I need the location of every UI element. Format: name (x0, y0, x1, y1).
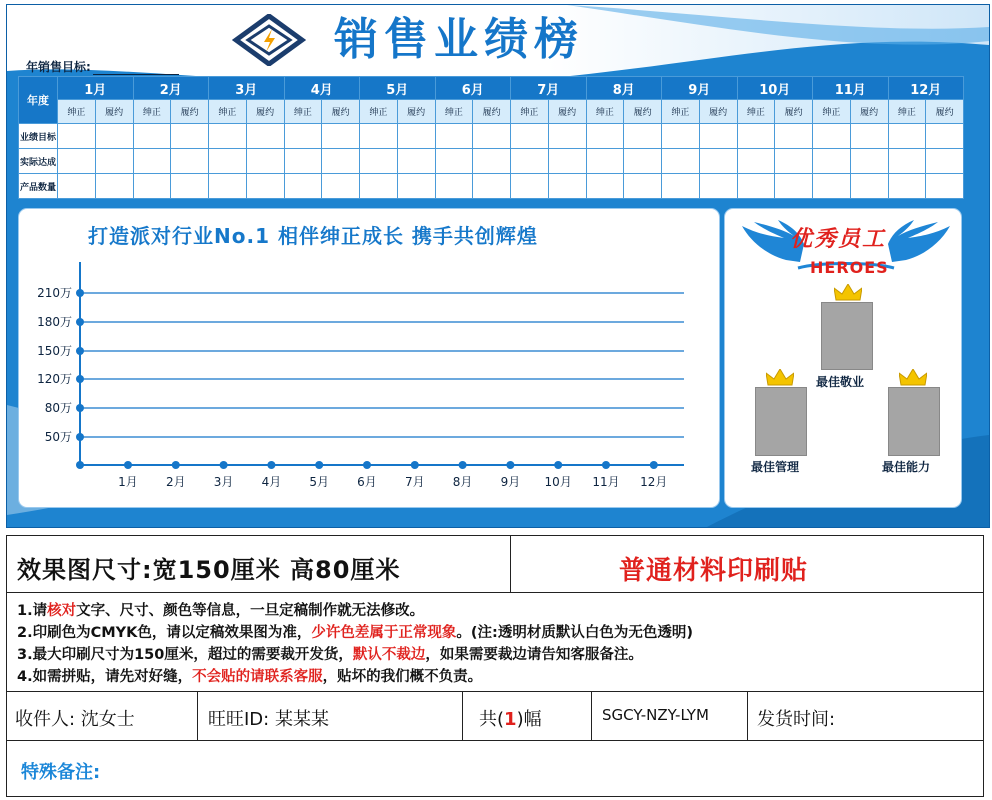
sub-header: 绅正 (133, 100, 171, 124)
table-cell[interactable] (58, 124, 96, 149)
table-cell[interactable] (95, 174, 133, 199)
table-cell[interactable] (171, 124, 209, 149)
chart-slogan: 打造派对行业No.1 相伴绅正成长 携手共创辉煌 (88, 224, 538, 248)
month-header: 4月 (284, 77, 360, 100)
sub-header: 绅正 (586, 100, 624, 124)
table-cell[interactable] (209, 174, 247, 199)
recipient-cell (7, 692, 198, 740)
y-tick-label: 180万 (37, 315, 72, 329)
annual-target-label: 年销售目标: (26, 60, 91, 74)
board-title: 销售业绩榜 (334, 14, 584, 65)
x-tick-dot (172, 461, 180, 469)
award-best-management: 最佳管理 (751, 460, 800, 474)
month-header: 5月 (360, 77, 436, 100)
table-cell[interactable] (397, 174, 435, 199)
note-text: 。(注:透明材质默认白色为无色透明) (456, 625, 693, 641)
table-cell[interactable] (511, 174, 549, 199)
table-cell[interactable] (850, 149, 888, 174)
table-cell[interactable] (624, 174, 662, 199)
table-cell[interactable] (737, 174, 775, 199)
table-cell[interactable] (322, 174, 360, 199)
table-cell[interactable] (284, 124, 322, 149)
table-cell[interactable] (397, 124, 435, 149)
note-highlight: 核对 (47, 603, 77, 619)
note-text: 文字、尺寸、颜色等信息，一旦定稿制作就无法修改。 (76, 603, 425, 619)
sub-header: 履约 (926, 100, 964, 124)
table-cell[interactable] (209, 124, 247, 149)
month-header: 6月 (435, 77, 511, 100)
table-cell[interactable] (548, 149, 586, 174)
table-cell[interactable] (813, 174, 851, 199)
product-code: SGCY-NZY-LYM (602, 706, 709, 724)
x-tick-label: 12月 (640, 475, 668, 489)
table-cell[interactable] (58, 174, 96, 199)
note-text: ，贴坏的我们概不负责。 (322, 669, 483, 685)
table-cell[interactable] (926, 149, 964, 174)
table-cell[interactable] (586, 124, 624, 149)
note-line (17, 643, 643, 664)
sales-table (18, 76, 964, 199)
y-tick-dot (76, 289, 84, 297)
table-cell[interactable] (624, 149, 662, 174)
month-header: 9月 (662, 77, 738, 100)
table-cell[interactable] (737, 124, 775, 149)
sub-header: 绅正 (511, 100, 549, 124)
row-label: 业绩目标 (19, 124, 58, 149)
month-header: 2月 (133, 77, 209, 100)
table-cell[interactable] (813, 124, 851, 149)
sub-header: 履约 (699, 100, 737, 124)
sub-header: 履约 (548, 100, 586, 124)
table-cell[interactable] (58, 149, 96, 174)
x-tick-label: 1月 (118, 475, 138, 489)
table-row (19, 174, 964, 199)
recipient: 收件人: 沈女士 (15, 709, 135, 730)
table-cell[interactable] (284, 174, 322, 199)
sub-header: 绅正 (662, 100, 700, 124)
podium-best-dedication (821, 302, 873, 370)
y-tick-label: 150万 (37, 344, 72, 358)
notes-section (7, 593, 983, 692)
table-cell[interactable] (624, 124, 662, 149)
podium-best-management (755, 387, 807, 456)
heroes-title-cn: 优秀员工 (790, 226, 887, 252)
y-tick-label: 80万 (44, 401, 72, 415)
table-row (19, 149, 964, 174)
table-cell[interactable] (171, 174, 209, 199)
table-cell[interactable] (850, 124, 888, 149)
x-tick-dot (315, 461, 323, 469)
x-tick-dot (602, 461, 610, 469)
x-tick-label: 3月 (213, 475, 234, 489)
table-cell[interactable] (662, 149, 700, 174)
crown-icon (834, 284, 862, 302)
y-tick-dot (76, 347, 84, 355)
y-tick-dot (76, 433, 84, 441)
note-text: 1.请 (17, 603, 48, 619)
note-text: 4.如需拼贴，请先对好缝， (17, 669, 193, 685)
sub-header: 绅正 (435, 100, 473, 124)
x-tick-label: 10月 (544, 475, 572, 489)
table-cell[interactable] (699, 149, 737, 174)
year-header: 年度 (19, 77, 58, 124)
sub-header: 绅正 (737, 100, 775, 124)
material-type: 普通材料印刷贴 (619, 556, 809, 586)
x-tick-dot (411, 461, 419, 469)
table-cell[interactable] (511, 124, 549, 149)
x-tick-label: 2月 (165, 475, 186, 489)
table-cell[interactable] (133, 149, 171, 174)
table-cell[interactable] (926, 174, 964, 199)
x-tick-label: 11月 (592, 475, 620, 489)
month-header: 8月 (586, 77, 662, 100)
table-cell[interactable] (435, 174, 473, 199)
table-cell[interactable] (850, 174, 888, 199)
row-label: 产品数量 (19, 174, 58, 199)
count-prefix: 共( (479, 709, 505, 730)
code-cell (592, 692, 748, 740)
table-cell[interactable] (775, 124, 813, 149)
note-highlight: 不会贴的请联系客服 (192, 669, 323, 685)
sub-header: 绅正 (284, 100, 322, 124)
y-tick-dot (76, 318, 84, 326)
x-tick-dot (650, 461, 658, 469)
count-suffix: )幅 (516, 709, 542, 730)
y-tick-label: 120万 (37, 372, 72, 386)
note-line (17, 665, 482, 686)
sub-header: 履约 (95, 100, 133, 124)
x-tick-dot (267, 461, 275, 469)
table-cell[interactable] (548, 124, 586, 149)
x-tick-dot (124, 461, 132, 469)
table-cell[interactable] (397, 149, 435, 174)
sheet-count (479, 705, 542, 731)
table-cell[interactable] (360, 149, 398, 174)
x-tick-label: 6月 (357, 475, 377, 489)
sub-header: 绅正 (360, 100, 398, 124)
x-tick-dot (506, 461, 514, 469)
sub-header: 履约 (850, 100, 888, 124)
size-cell (7, 536, 511, 592)
table-cell[interactable] (95, 124, 133, 149)
sub-header: 绅正 (813, 100, 851, 124)
sub-header: 履约 (397, 100, 435, 124)
table-cell[interactable] (360, 174, 398, 199)
table-cell[interactable] (133, 174, 171, 199)
month-header: 1月 (58, 77, 134, 100)
table-cell[interactable] (737, 149, 775, 174)
table-cell[interactable] (586, 149, 624, 174)
sub-header: 履约 (322, 100, 360, 124)
ship-time: 发货时间: (757, 709, 836, 730)
table-cell[interactable] (95, 149, 133, 174)
sales-chart (18, 250, 708, 500)
order-info-table (6, 535, 984, 797)
x-tick-dot (554, 461, 562, 469)
shipping-row (7, 692, 983, 741)
table-cell[interactable] (662, 124, 700, 149)
note-highlight: 少许色差属于正常现象 (311, 625, 457, 641)
sub-header: 绅正 (209, 100, 247, 124)
table-cell[interactable] (322, 124, 360, 149)
table-cell[interactable] (473, 149, 511, 174)
table-cell[interactable] (775, 149, 813, 174)
size-material-row (7, 536, 983, 593)
x-tick-dot (363, 461, 371, 469)
table-cell[interactable] (473, 124, 511, 149)
company-logo (232, 14, 306, 66)
month-header: 11月 (813, 77, 889, 100)
table-cell[interactable] (775, 174, 813, 199)
award-best-ability: 最佳能力 (882, 460, 931, 474)
table-cell[interactable] (813, 149, 851, 174)
crown-icon (899, 369, 927, 387)
annual-target-blank[interactable] (93, 62, 179, 75)
y-tick-dot (76, 404, 84, 412)
sub-header: 履约 (246, 100, 284, 124)
count-value: 1 (504, 709, 517, 730)
month-header: 12月 (888, 77, 964, 100)
note-line (17, 599, 424, 620)
month-header: 3月 (209, 77, 285, 100)
table-cell[interactable] (246, 149, 284, 174)
table-cell[interactable] (586, 174, 624, 199)
x-tick-label: 5月 (309, 475, 330, 489)
table-cell[interactable] (662, 174, 700, 199)
table-cell[interactable] (360, 124, 398, 149)
table-cell[interactable] (888, 174, 926, 199)
podium-best-ability (888, 387, 940, 456)
note-text: 2.印刷色为CMYK色，请以定稿效果图为准， (17, 625, 312, 641)
table-cell[interactable] (888, 149, 926, 174)
table-cell[interactable] (435, 149, 473, 174)
crown-icon (766, 369, 794, 387)
month-header: 10月 (737, 77, 813, 100)
table-cell[interactable] (548, 174, 586, 199)
x-tick-label: 7月 (404, 475, 425, 489)
sub-header: 绅正 (888, 100, 926, 124)
origin-dot (76, 461, 84, 469)
x-tick-label: 8月 (452, 475, 473, 489)
x-tick-label: 9月 (500, 475, 521, 489)
count-cell (463, 692, 592, 740)
row-label: 实际达成 (19, 149, 58, 174)
y-tick-label: 210万 (37, 286, 72, 300)
sub-header: 履约 (171, 100, 209, 124)
sub-header: 履约 (624, 100, 662, 124)
table-cell[interactable] (284, 149, 322, 174)
table-cell[interactable] (473, 174, 511, 199)
table-cell[interactable] (209, 149, 247, 174)
table-cell[interactable] (511, 149, 549, 174)
wangwang-cell (198, 692, 463, 740)
table-cell[interactable] (246, 124, 284, 149)
table-cell[interactable] (699, 124, 737, 149)
x-tick-label: 4月 (261, 475, 282, 489)
note-text: 3.最大印刷尺寸为150厘米，超过的需要裁开发货， (17, 647, 353, 663)
table-cell[interactable] (322, 149, 360, 174)
table-cell[interactable] (699, 174, 737, 199)
sub-header: 履约 (775, 100, 813, 124)
effect-size: 效果图尺寸:宽150厘米 高80厘米 (17, 556, 401, 584)
note-text: ，如果需要裁边请告知客服备注。 (425, 647, 643, 663)
y-tick-dot (76, 375, 84, 383)
heroes-title-en: HEROES (810, 258, 889, 277)
table-cell[interactable] (171, 149, 209, 174)
x-tick-dot (459, 461, 467, 469)
award-best-dedication: 最佳敬业 (816, 375, 865, 389)
month-header: 7月 (511, 77, 587, 100)
sub-header: 履约 (473, 100, 511, 124)
table-cell[interactable] (133, 124, 171, 149)
sub-header: 绅正 (58, 100, 96, 124)
y-tick-label: 50万 (44, 430, 72, 444)
table-cell[interactable] (435, 124, 473, 149)
table-cell[interactable] (888, 124, 926, 149)
x-tick-dot (220, 461, 228, 469)
table-cell[interactable] (246, 174, 284, 199)
table-row (19, 124, 964, 149)
annual-target (26, 58, 179, 75)
note-highlight: 默认不裁边 (352, 647, 426, 663)
table-cell[interactable] (926, 124, 964, 149)
note-line (17, 621, 693, 642)
wangwang-id: 旺旺ID: 某某某 (208, 709, 329, 730)
special-remark: 特殊备注: (21, 762, 101, 783)
